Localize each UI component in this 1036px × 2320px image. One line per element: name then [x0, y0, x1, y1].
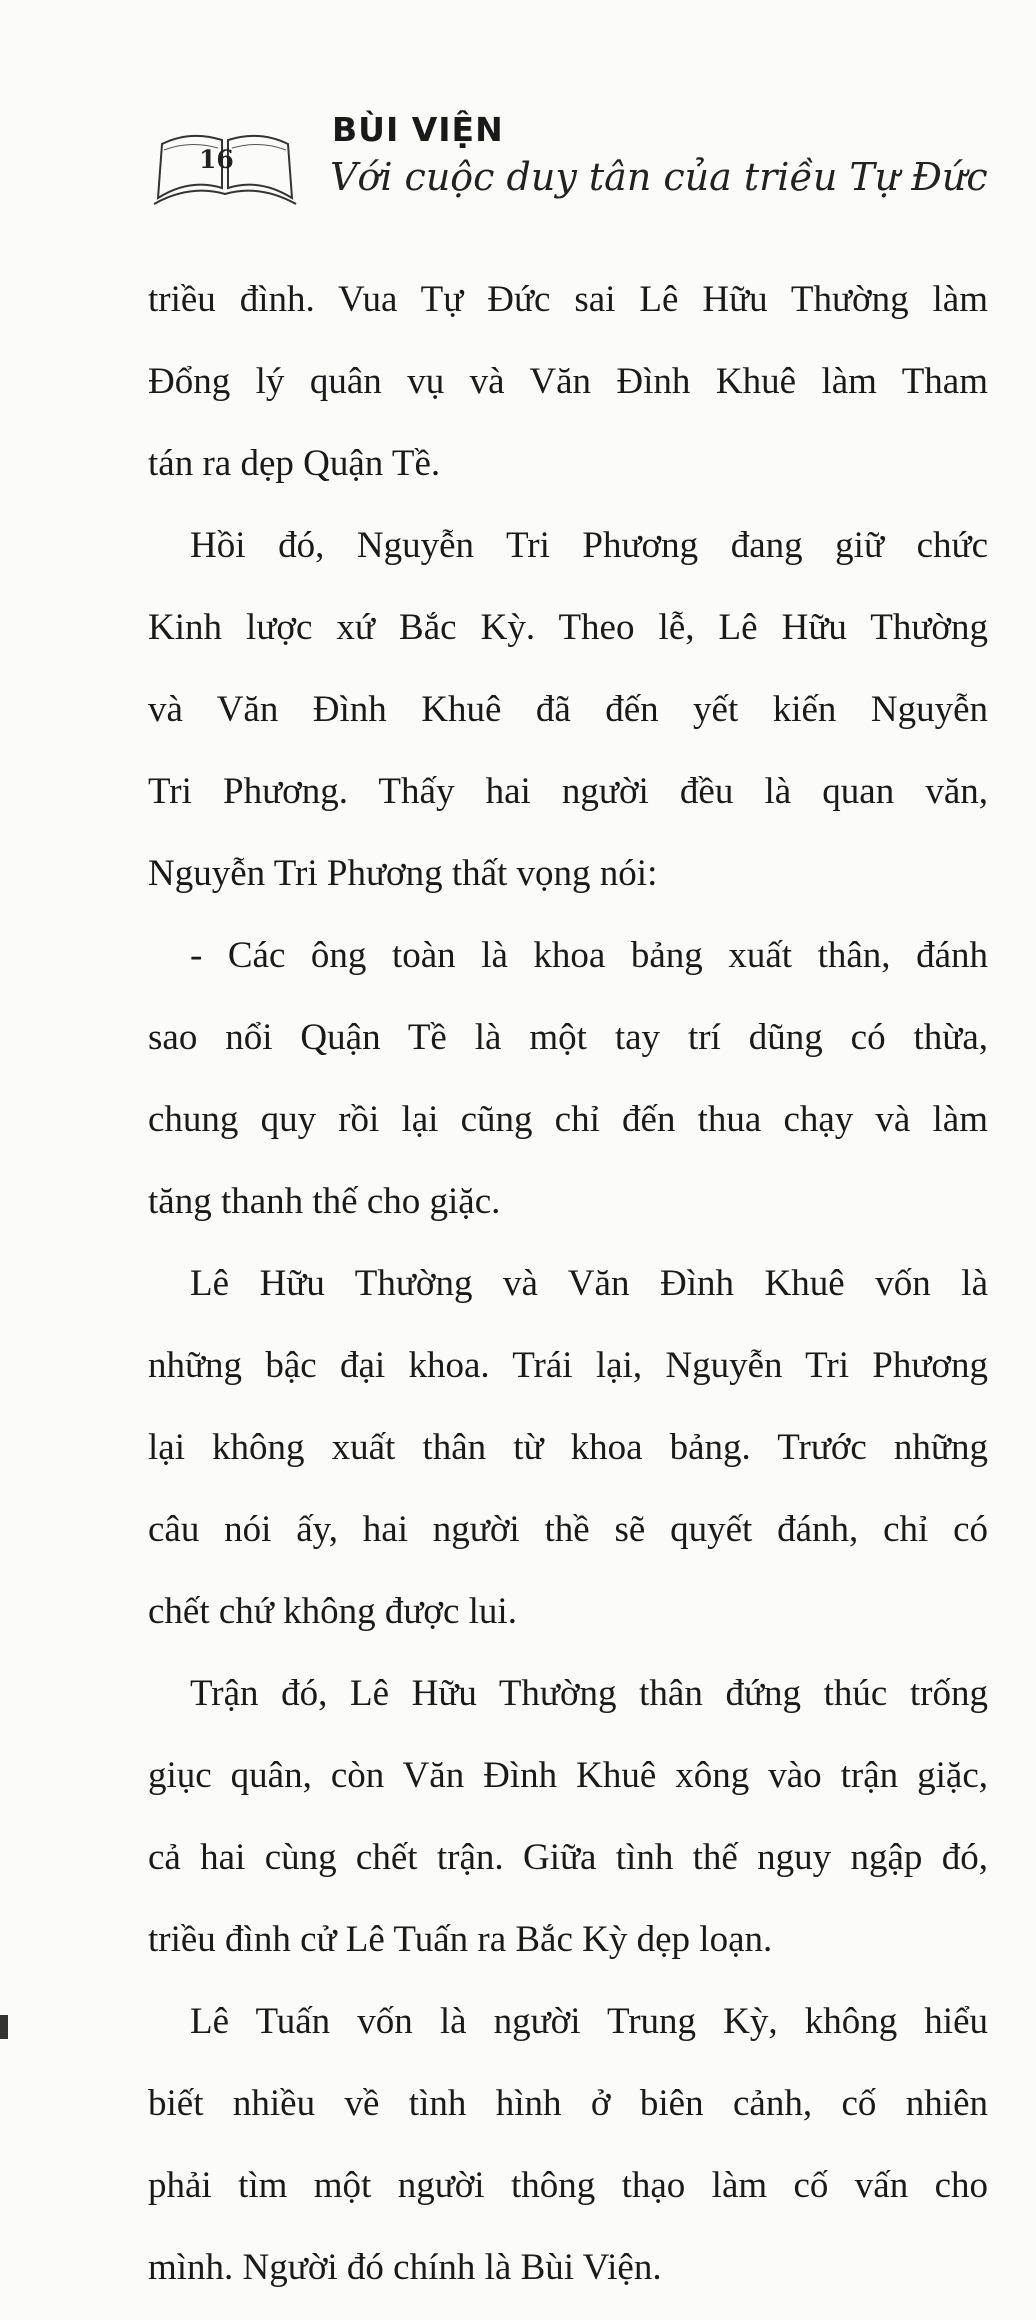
text-line: và Văn Đình Khuê đã đến yết kiến Nguyễn — [148, 689, 988, 730]
text-line: Hồi đó, Nguyễn Tri Phương đang giữ chức — [190, 525, 988, 566]
text-line: tăng thanh thế cho giặc. — [148, 1181, 501, 1222]
text-line: triều đình cử Lê Tuấn ra Bắc Kỳ dẹp loạn. — [148, 1919, 773, 1960]
text-line: triều đình. Vua Tự Đức sai Lê Hữu Thường làm — [148, 279, 988, 320]
text-line: giục quân, còn Văn Đình Khuê xông vào trận giặc, — [148, 1755, 988, 1796]
text-line: Nguyễn Tri Phương thất vọng nói: — [148, 853, 658, 894]
text-line: mình. Người đó chính là Bùi Viện. — [148, 2247, 662, 2288]
text-line: phải tìm một người thông thạo làm cố vấn cho — [148, 2165, 988, 2206]
text-line: - Các ông toàn là khoa bảng xuất thân, đánh — [190, 935, 988, 976]
text-line: chết chứ không được lui. — [148, 1591, 517, 1632]
text-line: cả hai cùng chết trận. Giữa tình thế nguy ngập đó, — [148, 1837, 988, 1878]
running-header-subtitle: Với cuộc duy tân của triều Tự Đức — [330, 155, 988, 199]
text-line: Đổng lý quân vụ và Văn Đình Khuê làm Tham — [148, 361, 988, 402]
text-line: Lê Hữu Thường và Văn Đình Khuê vốn là — [190, 1263, 988, 1304]
text-line: chung quy rồi lại cũng chỉ đến thua chạy và làm — [148, 1099, 988, 1140]
text-line: tán ra dẹp Quận Tề. — [148, 443, 441, 484]
text-line: Lê Tuấn vốn là người Trung Kỳ, không hiểu — [190, 2001, 988, 2042]
running-header-author: BÙI VIỆN — [332, 110, 504, 149]
text-line: lại không xuất thân từ khoa bảng. Trước những — [148, 1427, 988, 1468]
text-line: những bậc đại khoa. Trái lại, Nguyễn Tri Phương — [148, 1345, 988, 1386]
page-edge-mark — [0, 2015, 8, 2039]
text-line: sao nổi Quận Tề là một tay trí dũng có thừa, — [148, 1017, 988, 1058]
text-line: Kinh lược xứ Bắc Kỳ. Theo lễ, Lê Hữu Thường — [148, 607, 988, 648]
body-text — [148, 270, 988, 2320]
page-header — [0, 0, 1036, 230]
text-line: Tri Phương. Thấy hai người đều là quan văn, — [148, 771, 988, 812]
page-number: 16 — [199, 145, 234, 174]
text-line: Trận đó, Lê Hữu Thường thân đứng thúc trống — [190, 1673, 988, 1714]
text-line: câu nói ấy, hai người thề sẽ quyết đánh, chỉ có — [148, 1509, 988, 1550]
text-line: biết nhiều về tình hình ở biên cảnh, cố nhiên — [148, 2083, 988, 2124]
